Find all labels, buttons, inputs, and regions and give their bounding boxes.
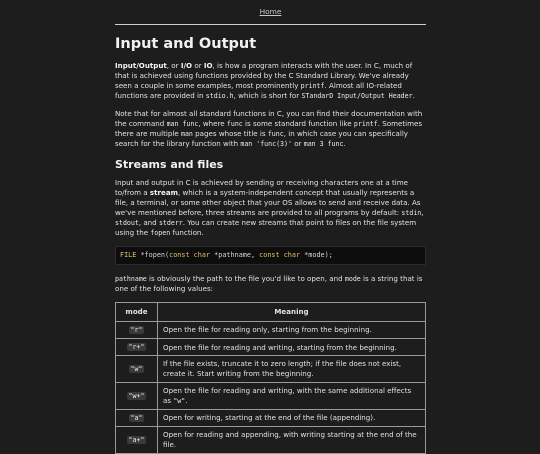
mode-value: "w+" xyxy=(128,391,145,400)
text: . xyxy=(412,91,415,101)
top-nav xyxy=(115,0,426,20)
text: , and xyxy=(138,217,159,227)
table-row xyxy=(116,409,426,426)
mode-cell xyxy=(116,339,158,356)
type-keyword: FILE xyxy=(120,251,137,260)
mode-cell xyxy=(116,322,158,339)
page-content xyxy=(115,0,426,454)
table-row xyxy=(116,356,426,383)
streams-paragraph xyxy=(115,178,426,238)
inline-code: man func xyxy=(166,119,199,128)
stream-term: stream xyxy=(149,188,178,198)
text: pages whose title is xyxy=(192,129,268,139)
text: , where xyxy=(198,118,227,128)
inline-code: func xyxy=(267,130,284,139)
inline-code: stdio.h xyxy=(205,92,234,101)
text: , in which case you can specifically search for the library function with xyxy=(115,129,409,149)
nav-divider xyxy=(115,24,426,25)
mode-cell xyxy=(116,383,158,410)
inline-code: printf xyxy=(300,81,325,90)
table-row xyxy=(116,426,426,453)
text: . You can create new streams that point to files on the file system using the xyxy=(115,217,417,237)
meaning-cell: Open the file for reading only, starting from the beginning. xyxy=(158,322,426,339)
fopen-code-block xyxy=(115,246,426,265)
inline-code: STandarD Input/Output Header xyxy=(301,92,413,101)
mode-value: "w" xyxy=(130,365,143,374)
section-heading-streams: Streams and files xyxy=(115,158,224,172)
text: , or xyxy=(166,61,181,71)
inline-code: mode xyxy=(344,275,361,284)
meaning-cell: Open for reading and appending, with writing starting at the end of the file. xyxy=(158,426,426,453)
meaning-cell: Open for writing, starting at the end of the file (appending). xyxy=(158,409,426,426)
type-keyword: const char xyxy=(169,251,211,260)
inline-code: fopen xyxy=(150,228,171,237)
mode-cell xyxy=(116,356,158,383)
column-header-mode: mode xyxy=(116,303,158,322)
text: Input and output in C is achieved by sending or receiving characters one at a time to/from a xyxy=(115,178,409,198)
text: . xyxy=(343,139,346,149)
mode-value: "a+" xyxy=(128,435,145,444)
type-keyword: const char xyxy=(259,251,301,260)
text: is some standard function like xyxy=(242,118,354,128)
table-row xyxy=(116,383,426,410)
text: , which is short for xyxy=(233,91,302,101)
table-row xyxy=(116,339,426,356)
text: Note that for almost all standard functions in C, you can find their documentation with the command xyxy=(115,109,423,128)
home-link[interactable]: Home xyxy=(259,7,282,16)
text: or xyxy=(192,61,204,71)
inline-code: pathname xyxy=(115,275,147,284)
inline-code: man 3 func xyxy=(303,140,344,149)
inline-code: func xyxy=(226,119,243,128)
io-term-short: IO xyxy=(203,61,213,71)
code-text: *fopen( xyxy=(136,251,170,260)
text: , is how a program interacts with the user. In C, much of that is achieved using functions provided by the C Standard Library. We've already seen a couple in some examples, most prominently xyxy=(115,61,413,90)
mode-value: "r" xyxy=(130,326,143,335)
mode-cell xyxy=(116,409,158,426)
text: . Almost all IO-related functions are provided in xyxy=(115,80,402,101)
column-header-meaning: Meaning xyxy=(158,303,426,322)
meaning-cell: Open the file for reading and writing, starting from the beginning. xyxy=(158,339,426,356)
page-title: Input and Output xyxy=(115,36,257,52)
mode-value: "r+" xyxy=(128,343,145,352)
io-term: Input/Output xyxy=(115,61,167,71)
text: is obviously the path to the file you'd like to open, and xyxy=(146,274,345,284)
meaning-cell xyxy=(158,383,426,410)
meaning-cell: If the file exists, truncate it to zero length; if the file does not exist, create it. Start writing from the beginning. xyxy=(158,356,426,383)
code-text: *pathname, xyxy=(210,251,260,260)
intro-paragraph-2 xyxy=(115,109,426,149)
inline-code: man xyxy=(180,130,193,139)
text: function. xyxy=(170,227,204,237)
intro-paragraph-1 xyxy=(115,61,426,101)
table-header-row xyxy=(116,303,426,322)
mode-intro-paragraph xyxy=(115,274,426,294)
text: . Sometimes there are multiple xyxy=(115,118,423,139)
code-text: *mode); xyxy=(300,251,333,260)
text: is a string that is one of the following values: xyxy=(115,274,423,294)
mode-table xyxy=(115,302,426,453)
table-row xyxy=(116,322,426,339)
text: , which is a system-independent concept that usually represents a file, a terminal, or some other object that your OS allows to send and receive data. As we've mentioned before, three streams are provided to all programs by default: xyxy=(115,188,421,217)
inline-code: man 'func(3)' xyxy=(240,140,292,149)
mode-cell xyxy=(116,426,158,453)
inline-code: printf xyxy=(353,119,378,128)
inline-code: stdin xyxy=(401,208,422,217)
text: or xyxy=(291,139,304,149)
text: , xyxy=(421,207,424,217)
inline-code: "w" xyxy=(173,396,186,405)
inline-code: stderr xyxy=(158,218,183,227)
inline-code: stdout xyxy=(115,218,139,227)
mode-value: "a" xyxy=(130,413,143,422)
io-term-abbr: I/O xyxy=(180,61,193,71)
meaning-text: . xyxy=(185,395,188,405)
meaning-text: Open the file for reading and writing, with the same additional effects as xyxy=(163,386,412,405)
